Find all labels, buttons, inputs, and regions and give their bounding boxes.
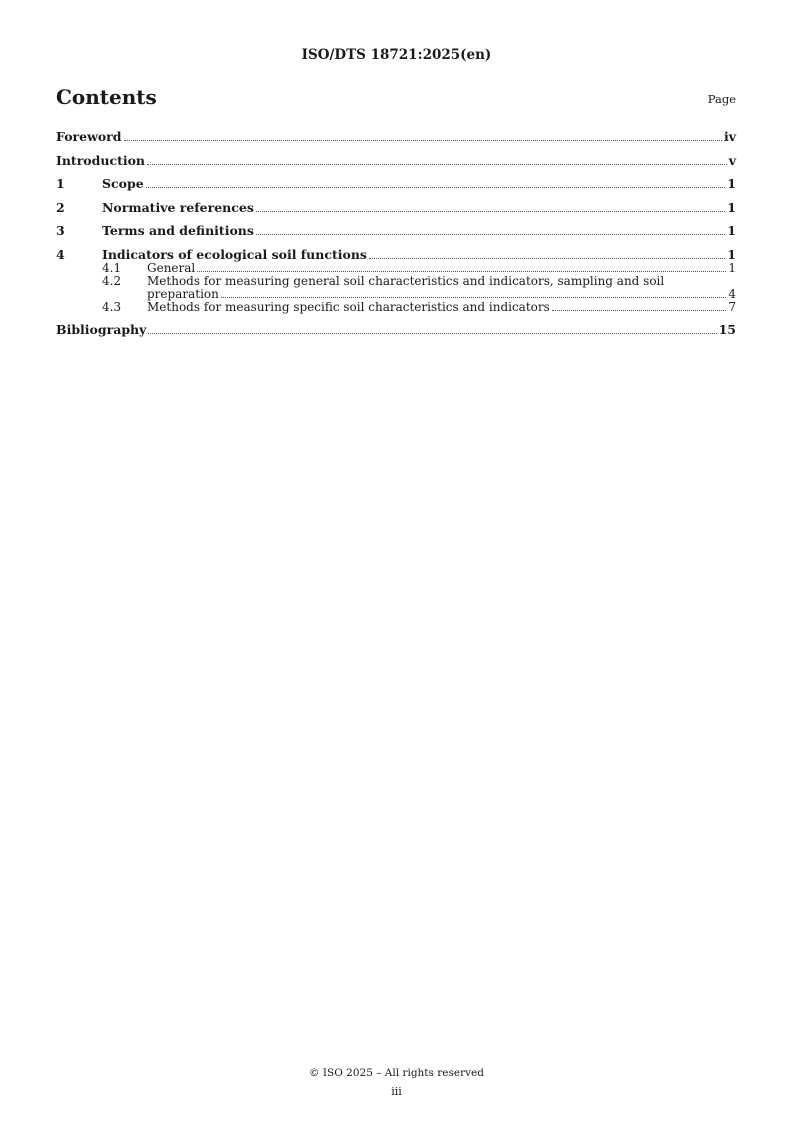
toc-entry-introduction[interactable]: [56, 153, 736, 168]
toc-entry-bibliography[interactable]: [56, 322, 736, 337]
toc-subentry-page: 7: [728, 299, 736, 314]
toc-entry-page: 15: [718, 322, 736, 337]
toc-entry-title: Scope: [102, 176, 144, 191]
toc-entry-title: Foreword: [56, 129, 122, 144]
page-number: iii: [391, 1085, 402, 1098]
toc-entry-title: Terms and definitions: [102, 223, 254, 238]
toc-entry-indicators[interactable]: [56, 247, 736, 262]
toc-subentry-number: 4.1: [102, 260, 122, 275]
toc-entry-title: Indicators of ecological soil functions: [102, 246, 367, 262]
toc-entry-terms-and-definitions[interactable]: [56, 223, 736, 238]
toc-subentry-title-continued: preparation: [147, 286, 219, 301]
toc-subentry-general-methods-line1[interactable]: [56, 275, 736, 288]
table-of-contents: [56, 129, 736, 346]
toc-subentry-number: 4.3: [102, 299, 122, 314]
toc-subentry-title: Methods for measuring general soil characteristics and indicators, sampling and soil: [147, 273, 665, 288]
document-id: ISO/DTS 18721:2025(en): [301, 47, 492, 63]
toc-subentry-title: General: [147, 260, 196, 275]
toc-entry-page: 1: [727, 199, 736, 215]
toc-entry-page: 1: [727, 246, 736, 262]
toc-entry-page: 1: [727, 223, 736, 238]
toc-entry-scope[interactable]: [56, 176, 736, 191]
toc-entry-page: 1: [727, 176, 736, 191]
toc-entry-title: Introduction: [56, 152, 146, 168]
toc-subentry-specific-methods[interactable]: [56, 301, 736, 314]
dot-leader: [256, 234, 725, 235]
copyright-notice: © ISO 2025 – All rights reserved: [309, 1067, 484, 1079]
toc-entry-number: 1: [56, 176, 65, 191]
toc-entry-number: 4: [56, 246, 65, 262]
toc-subentry-general[interactable]: [56, 262, 736, 275]
dot-leader: [124, 140, 722, 141]
dot-leader: [552, 310, 727, 311]
toc-entry-title: Bibliography: [56, 322, 147, 337]
page-column-label: Page: [707, 92, 736, 106]
toc-subentry-general-methods-line2[interactable]: [56, 288, 736, 301]
toc-entry-number: 3: [56, 223, 65, 238]
toc-subentry-page: 4: [728, 286, 736, 301]
toc-entry-foreword[interactable]: [56, 129, 736, 144]
toc-subentry-title: Methods for measuring specific soil characteristics and indicators: [147, 299, 550, 314]
toc-entry-normative-references[interactable]: [56, 200, 736, 215]
toc-entry-number: 2: [56, 199, 65, 215]
toc-entry-page: iv: [723, 129, 736, 144]
dot-leader: [147, 164, 727, 165]
dot-leader: [197, 271, 726, 272]
dot-leader: [146, 187, 726, 188]
dot-leader: [369, 258, 725, 259]
dot-leader: [148, 333, 716, 334]
toc-subentry-page: 1: [728, 260, 736, 275]
dot-leader: [221, 297, 727, 298]
toc-entry-title: Normative references: [102, 199, 254, 215]
dot-leader: [256, 211, 725, 212]
contents-title: Contents: [56, 85, 157, 109]
toc-subentry-number: 4.2: [102, 273, 122, 288]
toc-entry-page: v: [728, 152, 736, 168]
